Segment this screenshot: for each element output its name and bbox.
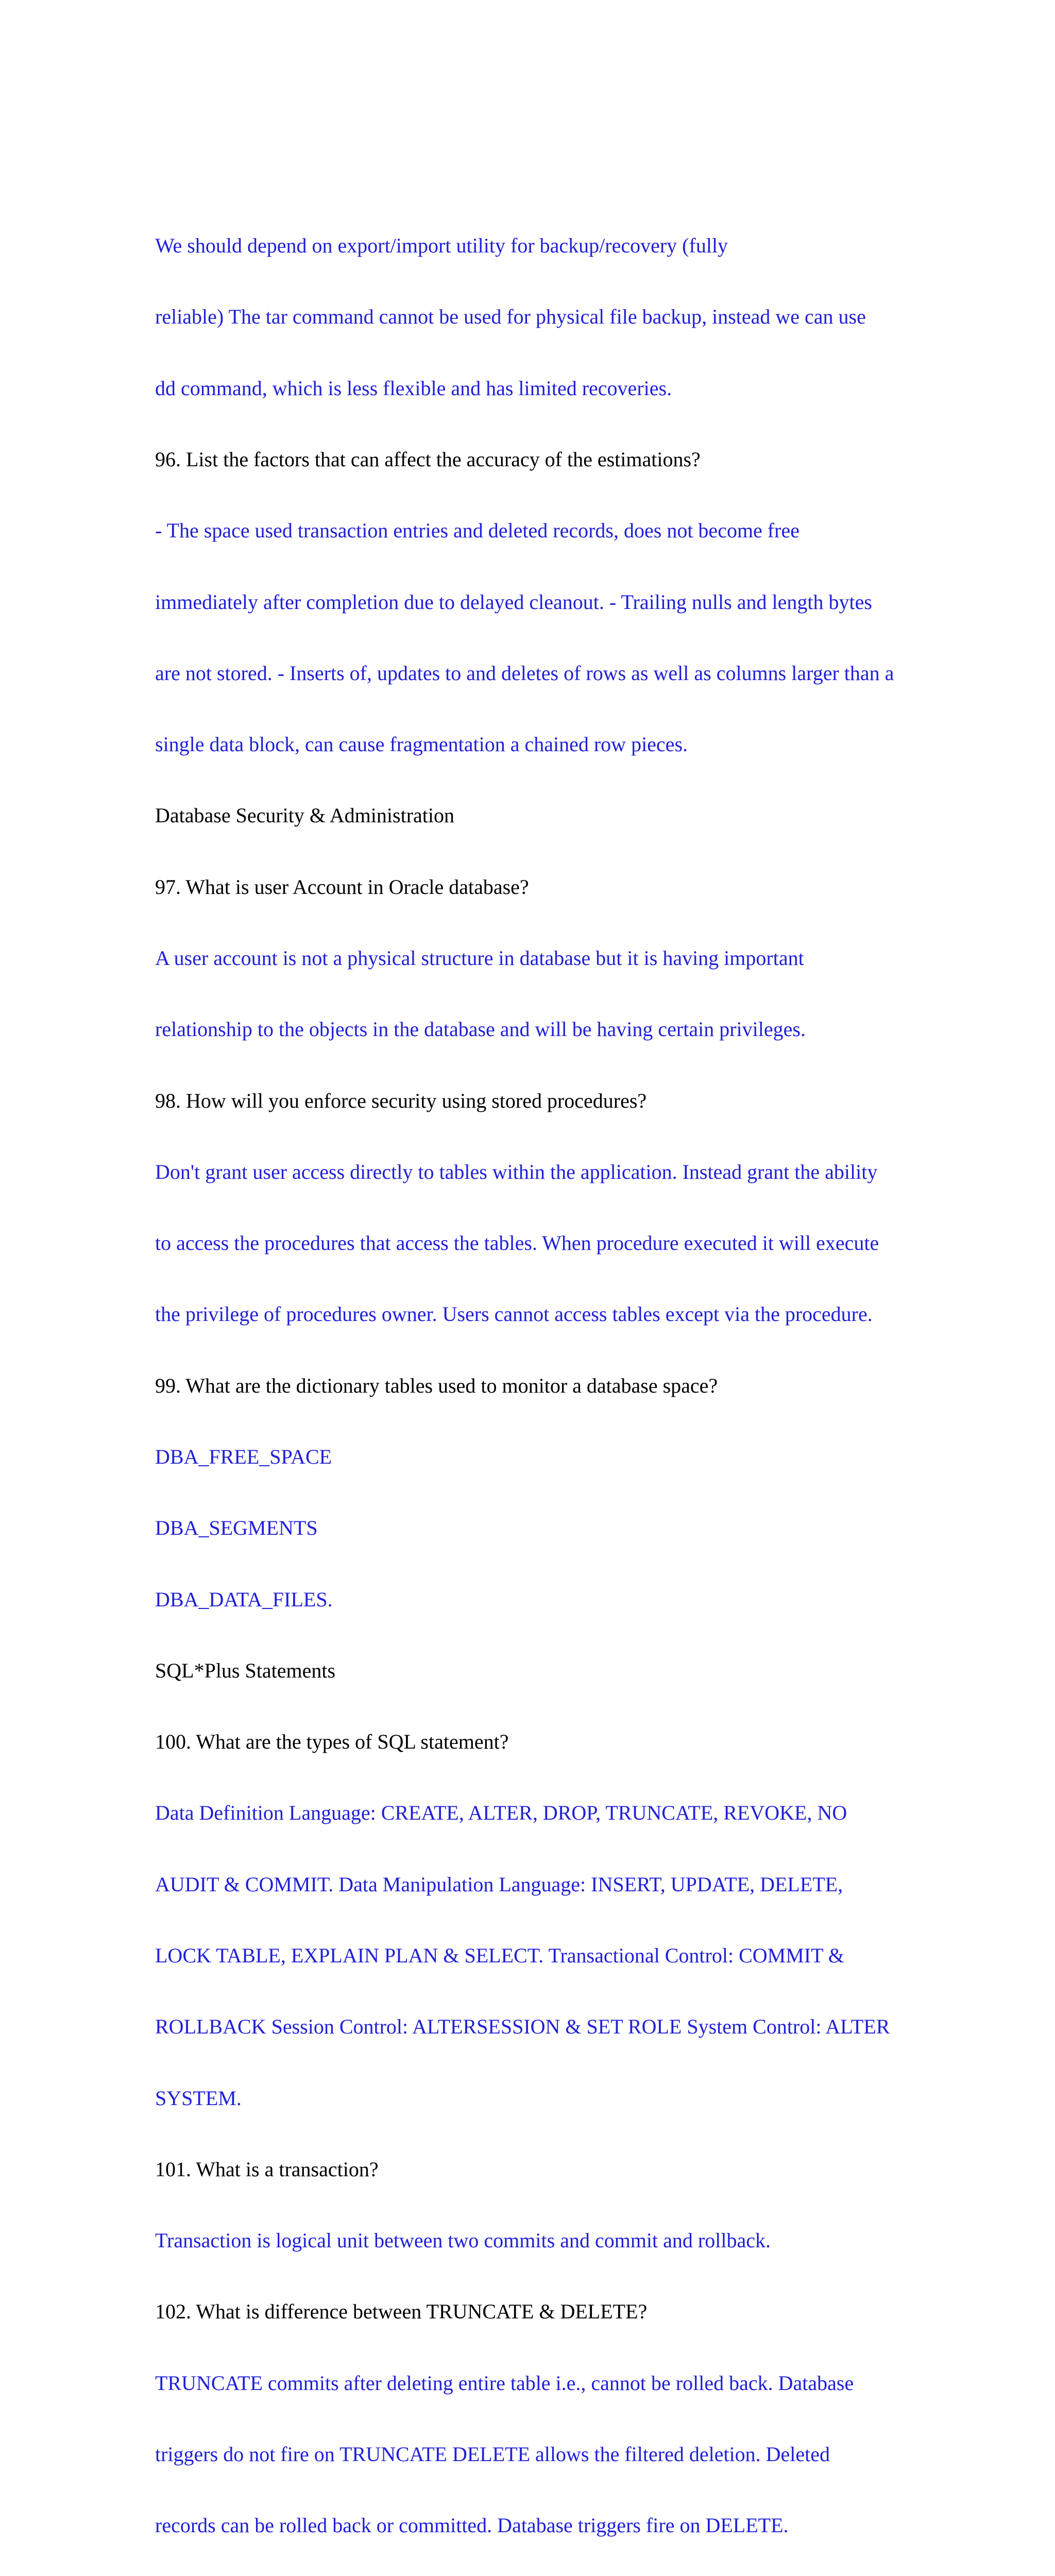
answer-line: immediately after completion due to delayed cleanout. - Trailing nulls and length bytes [155, 590, 872, 614]
answer-line: to access the procedures that access the tables. When procedure executed it will execute [155, 1231, 879, 1255]
answer-line: DBA_FREE_SPACE [155, 1445, 332, 1468]
answer-line: We should depend on export/import utility for backup/recovery (fully [155, 234, 728, 258]
question-line: 100. What are the types of SQL statement? [155, 1730, 509, 1754]
answer-line: TRUNCATE commits after deleting entire table i.e., cannot be rolled back. Database [155, 2371, 854, 2395]
answer-line: AUDIT & COMMIT. Data Manipulation Language: INSERT, UPDATE, DELETE, [155, 1872, 843, 1896]
question-line: 96. List the factors that can affect the accuracy of the estimations? [155, 448, 701, 471]
answer-line: relationship to the objects in the database and will be having certain privileges. [155, 1018, 806, 1041]
answer-line: Don't grant user access directly to tables within the application. Instead grant the ability [155, 1160, 878, 1183]
answer-line: are not stored. - Inserts of, updates to and deletes of rows as well as columns larger than a [155, 661, 894, 685]
answer-line: triggers do not fire on TRUNCATE DELETE allows the filtered deletion. Deleted [155, 2442, 830, 2466]
answer-line: Transaction is logical unit between two commits and commit and rollback. [155, 2229, 771, 2252]
answer-line: DBA_SEGMENTS [155, 1516, 318, 1540]
question-line: 101. What is a transaction? [155, 2157, 379, 2181]
question-line: 99. What are the dictionary tables used to monitor a database space? [155, 1374, 718, 1397]
answer-line: A user account is not a physical structure in database but it is having important [155, 946, 804, 970]
question-line: 102. What is difference between TRUNCATE & DELETE? [155, 2300, 648, 2324]
answer-line: LOCK TABLE, EXPLAIN PLAN & SELECT. Transactional Control: COMMIT & [155, 1943, 844, 1967]
answer-line: ROLLBACK Session Control: ALTERSESSION & SET ROLE System Control: ALTER [155, 2015, 890, 2039]
answer-line: dd command, which is less flexible and has limited recoveries. [155, 376, 672, 400]
document-body [155, 187, 894, 2576]
answer-line: single data block, can cause fragmentation a chained row pieces. [155, 733, 688, 756]
section-heading: SQL*Plus Statements [155, 1658, 336, 1682]
answer-line: DBA_DATA_FILES. [155, 1587, 333, 1611]
answer-line: Data Definition Language: CREATE, ALTER, DROP, TRUNCATE, REVOKE, NO [155, 1801, 847, 1825]
answer-line: reliable) The tar command cannot be used for physical file backup, instead we can use [155, 305, 866, 329]
answer-line: - The space used transaction entries and deleted records, does not become free [155, 519, 799, 543]
answer-line: SYSTEM. [155, 2086, 242, 2110]
question-line: 98. How will you enforce security using stored procedures? [155, 1089, 647, 1112]
answer-line: records can be rolled back or committed. Database triggers fire on DELETE. [155, 2514, 789, 2537]
answer-line: the privilege of procedures owner. Users cannot access tables except via the procedure. [155, 1302, 873, 1326]
question-line: 97. What is user Account in Oracle database? [155, 875, 529, 899]
section-heading: Database Security & Administration [155, 804, 454, 827]
